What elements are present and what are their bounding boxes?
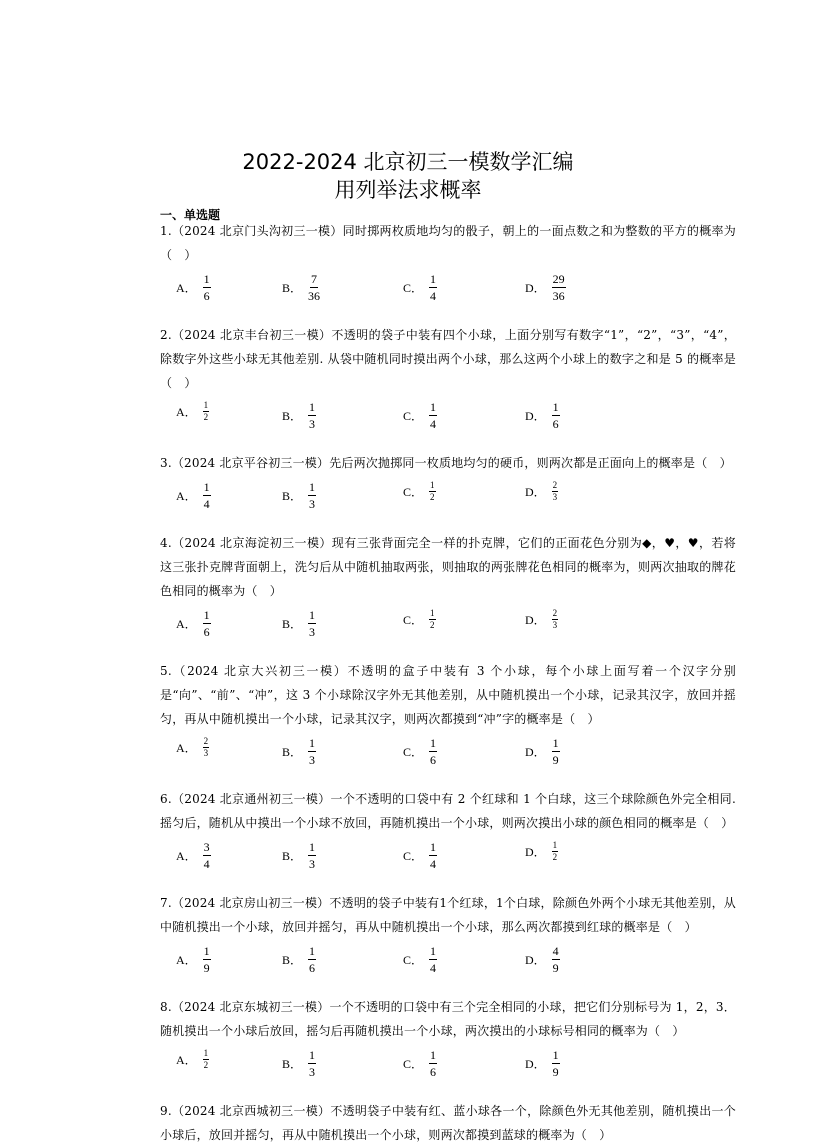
option-letter: D． xyxy=(525,845,546,859)
fraction-denominator: 6 xyxy=(203,625,210,639)
answer-options xyxy=(160,939,736,995)
answer-option[interactable] xyxy=(525,609,558,630)
question-text: 8.（2024 北京东城初三一模）一个不透明的口袋中有三个完全相同的小球，把它们分别标号为 1，2，3．随机摸出一个小球后放回，摇匀后再随机摸出一个小球，两次摸出的小球标号相同的概率为（ ） xyxy=(160,1000,736,1038)
fraction xyxy=(203,401,210,422)
option-letter: A． xyxy=(176,617,197,631)
option-letter: A． xyxy=(176,849,197,863)
fraction-denominator: 4 xyxy=(430,417,437,431)
fraction-denominator: 4 xyxy=(430,961,437,975)
option-letter: A． xyxy=(176,741,197,755)
fraction-denominator: 9 xyxy=(552,753,559,767)
answer-options xyxy=(160,1043,736,1099)
answer-options xyxy=(160,475,736,531)
fraction-numerator: 2 xyxy=(552,480,558,490)
fraction xyxy=(429,481,436,502)
fraction xyxy=(552,401,560,430)
fraction xyxy=(308,1049,316,1078)
fraction xyxy=(308,401,316,430)
fraction xyxy=(552,609,559,630)
option-letter: C． xyxy=(403,485,424,499)
fraction-numerator: 1 xyxy=(430,840,437,854)
fraction xyxy=(429,401,437,430)
fraction-numerator: 1 xyxy=(552,1048,559,1062)
fraction xyxy=(429,273,437,302)
answer-option[interactable] xyxy=(176,609,211,638)
question-item xyxy=(160,787,736,891)
option-letter: D． xyxy=(525,745,546,759)
answer-option[interactable] xyxy=(403,1049,437,1078)
option-letter: D． xyxy=(525,485,546,499)
question-item xyxy=(160,219,736,323)
fraction-numerator: 1 xyxy=(203,944,210,958)
fraction-numerator: 29 xyxy=(552,272,565,286)
fraction xyxy=(308,273,320,302)
fraction xyxy=(308,481,316,510)
option-letter: D． xyxy=(525,953,546,967)
fraction xyxy=(203,1049,210,1070)
answer-option[interactable] xyxy=(282,481,316,510)
answer-option[interactable] xyxy=(403,481,436,502)
question-item xyxy=(160,451,736,531)
option-letter: B． xyxy=(282,953,303,967)
answer-options xyxy=(160,603,736,659)
fraction-numerator: 2 xyxy=(552,608,558,618)
fraction-denominator: 2 xyxy=(203,412,209,422)
fraction-denominator: 4 xyxy=(203,857,210,871)
fraction-numerator: 1 xyxy=(309,608,316,622)
option-letter: B． xyxy=(282,281,303,295)
fraction-denominator: 3 xyxy=(309,753,316,767)
fraction-denominator: 3 xyxy=(309,417,316,431)
fraction-numerator: 1 xyxy=(309,840,316,854)
fraction xyxy=(308,945,316,974)
option-letter: D． xyxy=(525,409,546,423)
option-letter: B． xyxy=(282,409,303,423)
section-heading: 一、单选题 xyxy=(160,208,221,222)
fraction-denominator: 3 xyxy=(309,497,316,511)
question-item xyxy=(160,323,736,451)
option-letter: B． xyxy=(282,745,303,759)
fraction-numerator: 1 xyxy=(203,272,210,286)
question-text: 4.（2024 北京海淀初三一模）现有三张背面完全一样的扑克牌，它们的正面花色分别为◆，♥，♥，若将这三张扑克牌背面朝上，洗匀后从中随机抽取两张，则抽取的两张牌花色相同的概率为，则两次抽取的牌花色相同的概率为（ ） xyxy=(160,536,736,598)
fraction xyxy=(308,737,316,766)
fraction xyxy=(429,1049,437,1078)
fraction xyxy=(429,737,437,766)
fraction-denominator: 6 xyxy=(430,1065,437,1079)
question-list xyxy=(160,219,736,1147)
answer-option[interactable] xyxy=(176,945,211,974)
document-title: 2022-2024 北京初三一模数学汇编 xyxy=(242,150,574,174)
answer-option[interactable] xyxy=(525,401,560,430)
option-letter: B． xyxy=(282,617,303,631)
fraction-denominator: 3 xyxy=(309,1065,316,1079)
fraction-denominator: 6 xyxy=(552,417,559,431)
fraction xyxy=(203,481,211,510)
fraction-denominator: 3 xyxy=(552,492,558,502)
fraction-numerator: 4 xyxy=(552,944,559,958)
answer-option[interactable] xyxy=(282,945,316,974)
question-item xyxy=(160,891,736,995)
answer-options xyxy=(160,395,736,451)
fraction-numerator: 3 xyxy=(203,840,210,854)
fraction-denominator: 3 xyxy=(552,620,558,630)
option-letter: C． xyxy=(403,281,424,295)
fraction-denominator: 2 xyxy=(430,492,435,502)
answer-option[interactable] xyxy=(403,945,437,974)
answer-option[interactable] xyxy=(525,841,558,862)
answer-option[interactable] xyxy=(282,609,316,638)
option-letter: C． xyxy=(403,1057,424,1071)
fraction-numerator: 2 xyxy=(203,736,209,746)
option-letter: B． xyxy=(282,489,303,503)
fraction-numerator: 1 xyxy=(309,944,316,958)
fraction-numerator: 1 xyxy=(430,272,437,286)
fraction xyxy=(203,841,211,870)
question-text: 6.（2024 北京通州初三一模）一个不透明的口袋中有 2 个红球和 1 个白球，这三个球除颜色外完全相同. 摇匀后，随机从中摸出一个小球不放回，再随机摸出一个小球，则两次摸出小球的颜色相同的概率是（ ） xyxy=(160,792,736,830)
answer-option[interactable] xyxy=(176,1049,209,1070)
fraction-denominator: 2 xyxy=(203,1060,209,1070)
answer-option[interactable] xyxy=(176,737,209,758)
fraction-numerator: 1 xyxy=(203,608,210,622)
fraction-denominator: 6 xyxy=(430,753,437,767)
fraction-numerator: 1 xyxy=(552,840,558,850)
fraction-denominator: 9 xyxy=(552,1065,559,1079)
answer-option[interactable] xyxy=(176,481,211,510)
option-letter: C． xyxy=(403,849,424,863)
fraction-denominator: 6 xyxy=(203,289,210,303)
fraction-numerator: 1 xyxy=(430,480,435,490)
answer-option[interactable] xyxy=(176,401,209,422)
fraction xyxy=(552,737,560,766)
question-item xyxy=(160,1099,736,1147)
answer-option[interactable] xyxy=(403,609,436,630)
answer-option[interactable] xyxy=(282,273,320,302)
option-letter: D． xyxy=(525,1057,546,1071)
answer-option[interactable] xyxy=(282,401,316,430)
fraction xyxy=(308,841,316,870)
option-letter: C． xyxy=(403,613,424,627)
fraction-numerator: 1 xyxy=(430,736,437,750)
option-letter: D． xyxy=(525,613,546,627)
fraction xyxy=(552,273,566,302)
question-text: 2.（2024 北京丰台初三一模）不透明的袋子中装有四个小球，上面分别写有数字“1”，“2”，“3”，“4”，除数字外这些小球无其他差别. 从袋中随机同时摸出两个小球，那么这两个小球上的数字之和是 5 的概率是（ ） xyxy=(160,328,736,390)
fraction xyxy=(552,481,559,502)
question-text: 9.（2024 北京西城初三一模）不透明袋子中装有红、蓝小球各一个，除颜色外无其他差别，随机摸出一个小球后，放回并摇匀，再从中随机摸出一个小球，则两次都摸到蓝球的概率为（ ） xyxy=(160,1104,736,1142)
option-letter: A． xyxy=(176,281,197,295)
fraction-numerator: 1 xyxy=(309,1048,316,1062)
fraction-denominator: 36 xyxy=(308,289,321,303)
fraction-numerator: 1 xyxy=(430,944,437,958)
answer-option[interactable] xyxy=(176,273,211,302)
option-letter: D． xyxy=(525,281,546,295)
fraction-denominator: 9 xyxy=(552,961,559,975)
fraction xyxy=(308,609,316,638)
question-item xyxy=(160,995,736,1099)
fraction-denominator: 9 xyxy=(203,961,210,975)
fraction xyxy=(203,609,211,638)
question-text: 7.（2024 北京房山初三一模）不透明的袋子中装有1个红球，1个白球，除颜色外两个小球无其他差别，从中随机摸出一个小球，放回并摇匀，再从中随机摸出一个小球，那么两次都摸到红球的概率是（ ） xyxy=(160,896,736,934)
fraction xyxy=(429,945,437,974)
fraction xyxy=(552,945,560,974)
fraction-numerator: 1 xyxy=(203,1048,209,1058)
fraction-numerator: 1 xyxy=(430,1048,437,1062)
fraction xyxy=(552,1049,560,1078)
fraction-denominator: 4 xyxy=(430,857,437,871)
fraction xyxy=(552,841,559,862)
answer-option[interactable] xyxy=(525,481,558,502)
fraction-denominator: 2 xyxy=(552,852,558,862)
answer-option[interactable] xyxy=(525,1049,560,1078)
question-item xyxy=(160,659,736,787)
answer-option[interactable] xyxy=(403,737,437,766)
answer-options xyxy=(160,731,736,787)
option-letter: A． xyxy=(176,953,197,967)
answer-option[interactable] xyxy=(282,841,316,870)
fraction-numerator: 7 xyxy=(311,272,318,286)
fraction-denominator: 3 xyxy=(309,625,316,639)
option-letter: A． xyxy=(176,489,197,503)
fraction xyxy=(203,273,211,302)
answer-option[interactable] xyxy=(403,841,437,870)
fraction xyxy=(429,609,436,630)
fraction-denominator: 36 xyxy=(552,289,565,303)
fraction-numerator: 1 xyxy=(203,400,209,410)
option-letter: C． xyxy=(403,409,424,423)
fraction-denominator: 3 xyxy=(309,857,316,871)
question-text: 3.（2024 北京平谷初三一模）先后两次抛掷同一枚质地均匀的硬币，则两次都是正面向上的概率是（ ） xyxy=(160,456,732,470)
answer-option[interactable] xyxy=(282,1049,316,1078)
answer-option[interactable] xyxy=(282,737,316,766)
answer-option[interactable] xyxy=(525,737,560,766)
question-item xyxy=(160,531,736,659)
fraction-denominator: 3 xyxy=(203,748,209,758)
option-letter: A． xyxy=(176,405,197,419)
option-letter: B． xyxy=(282,1057,303,1071)
fraction-numerator: 1 xyxy=(309,736,316,750)
fraction-denominator: 4 xyxy=(430,289,437,303)
option-letter: B． xyxy=(282,849,303,863)
option-letter: C． xyxy=(403,745,424,759)
fraction-numerator: 1 xyxy=(552,400,559,414)
fraction-denominator: 6 xyxy=(309,961,316,975)
answer-options xyxy=(160,835,736,891)
question-text: 1.（2024 北京门头沟初三一模）同时掷两枚质地均匀的骰子，朝上的一面点数之和为整数的平方的概率为（ ） xyxy=(160,224,736,262)
fraction xyxy=(203,945,211,974)
fraction xyxy=(203,737,210,758)
option-letter: C． xyxy=(403,953,424,967)
answer-option[interactable] xyxy=(525,273,566,302)
fraction-numerator: 1 xyxy=(309,480,316,494)
fraction-numerator: 1 xyxy=(309,400,316,414)
fraction-denominator: 4 xyxy=(203,497,210,511)
fraction-denominator: 2 xyxy=(430,620,435,630)
document-subtitle: 用列举法求概率 xyxy=(334,178,482,202)
answer-option[interactable] xyxy=(525,945,560,974)
option-letter: A． xyxy=(176,1053,197,1067)
answer-option[interactable] xyxy=(403,273,437,302)
fraction-numerator: 1 xyxy=(552,736,559,750)
document-header xyxy=(0,148,816,204)
fraction xyxy=(429,841,437,870)
answer-options xyxy=(160,267,736,323)
question-text: 5.（2024 北京大兴初三一模）不透明的盒子中装有 3 个小球，每个小球上面写着一个汉字分别是“向”、“前”、“冲”，这 3 个小球除汉字外无其他差别，从中随机摸出一个小球，记录其汉字，放回并摇匀，再从中随机摸出一个小球，记录其汉字，则两次都摸到“冲”字的概率是（ ） xyxy=(160,664,736,726)
fraction-numerator: 1 xyxy=(430,400,437,414)
answer-option[interactable] xyxy=(403,401,437,430)
fraction-numerator: 1 xyxy=(203,480,210,494)
fraction-numerator: 1 xyxy=(430,608,435,618)
answer-option[interactable] xyxy=(176,841,211,870)
